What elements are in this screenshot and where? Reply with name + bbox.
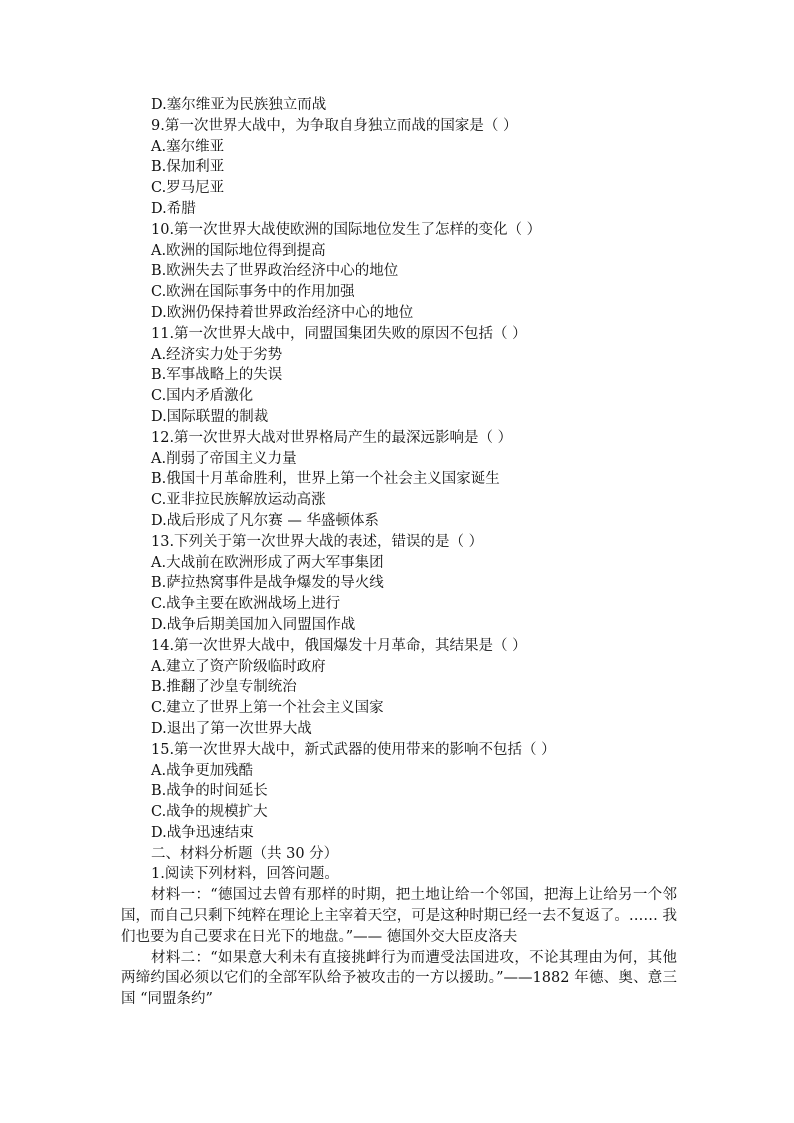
- option-text: C.战争主要在欧洲战场上进行: [151, 596, 341, 613]
- question-text: 9.第一次世界大战中，为争取自身独立而战的国家是（ ）: [151, 117, 518, 134]
- option-text: A.欧洲的国际地位得到提高: [151, 242, 326, 259]
- option-text: B.萨拉热窝事件是战争爆发的导火线: [151, 575, 384, 592]
- question-text: 15.第一次世界大战中，新式武器的使用带来的影响不包括（ ）: [151, 741, 556, 758]
- option-text: B.推翻了沙皇专制统治: [151, 679, 297, 696]
- option-text: A.经济实力处于劣势: [151, 346, 283, 363]
- question-text: 10.第一次世界大战使欧洲的国际地位发生了怎样的变化（ ）: [151, 221, 542, 238]
- option-text: B.俄国十月革命胜利，世界上第一个社会主义国家诞生: [151, 471, 500, 488]
- option-text: D.国际联盟的制裁: [151, 408, 269, 425]
- question-text: 1.阅读下列材料，回答问题。: [151, 866, 339, 883]
- question-text: 14.第一次世界大战中，俄国爆发十月革命，其结果是（ ）: [151, 637, 527, 654]
- option-text: A.大战前在欧洲形成了两大军事集团: [151, 554, 384, 571]
- option-text: D.欧洲仍保持着世界政治经济中心的地位: [151, 304, 414, 321]
- option-text: D.退出了第一次世界大战: [151, 720, 312, 737]
- section-heading: 二、材料分析题（共 30 分）: [151, 845, 339, 862]
- option-text: C.欧洲在国际事务中的作用加强: [151, 284, 355, 301]
- option-text: D.战争后期美国加入同盟国作战: [151, 616, 356, 633]
- option-text: C.国内矛盾激化: [151, 388, 254, 405]
- option-text: D.塞尔维亚为民族独立而战: [151, 97, 327, 113]
- material-two-paragraph: 材料二：“如果意大利未有直接挑衅行为而遭受法国进攻，不论其理由为何，其他两缔约国必须以它们的全部军队给予被攻击的一方以援助。”——1882 年德、奥、意三国 “同盟条约”: [121, 949, 677, 1008]
- option-text: A.削弱了帝国主义力量: [151, 450, 297, 467]
- document-body: [121, 95, 677, 1010]
- option-text: D.战争迅速结束: [151, 824, 254, 841]
- option-text: C.罗马尼亚: [151, 180, 225, 197]
- question-text: 11.第一次世界大战中，同盟国集团失败的原因不包括（ ）: [151, 325, 527, 342]
- question-text: 12.第一次世界大战对世界格局产生的最深远影响是（ ）: [151, 429, 513, 446]
- option-text: B.战争的时间延长: [151, 783, 268, 800]
- material-one-paragraph: 材料一：“德国过去曾有那样的时期，把土地让给一个邻国，把海上让给另一个邻国，而自己只剩下纯粹在理论上主宰着天空，可是这种时期已经一去不复返了。…… 我们也要为自己要求在日光下的地盘。”—— 德国外交大臣皮洛夫: [121, 887, 677, 945]
- option-text: D.战后形成了凡尔赛 — 华盛顿体系: [151, 512, 379, 529]
- option-text: B.欧洲失去了世界政治经济中心的地位: [151, 263, 399, 280]
- option-text: A.塞尔维亚: [151, 138, 225, 155]
- option-text: C.建立了世界上第一个社会主义国家: [151, 700, 384, 717]
- option-text: A.战争更加残酷: [151, 762, 254, 779]
- option-text: C.战争的规模扩大: [151, 804, 268, 821]
- option-text: B.军事战略上的失误: [151, 367, 283, 384]
- option-text: A.建立了资产阶级临时政府: [151, 658, 326, 675]
- option-text: D.希腊: [151, 200, 196, 217]
- question-text: 13.下列关于第一次世界大战的表述，错误的是（ ）: [151, 533, 484, 550]
- option-text: C.亚非拉民族解放运动高涨: [151, 492, 326, 509]
- option-text: B.保加利亚: [151, 159, 225, 176]
